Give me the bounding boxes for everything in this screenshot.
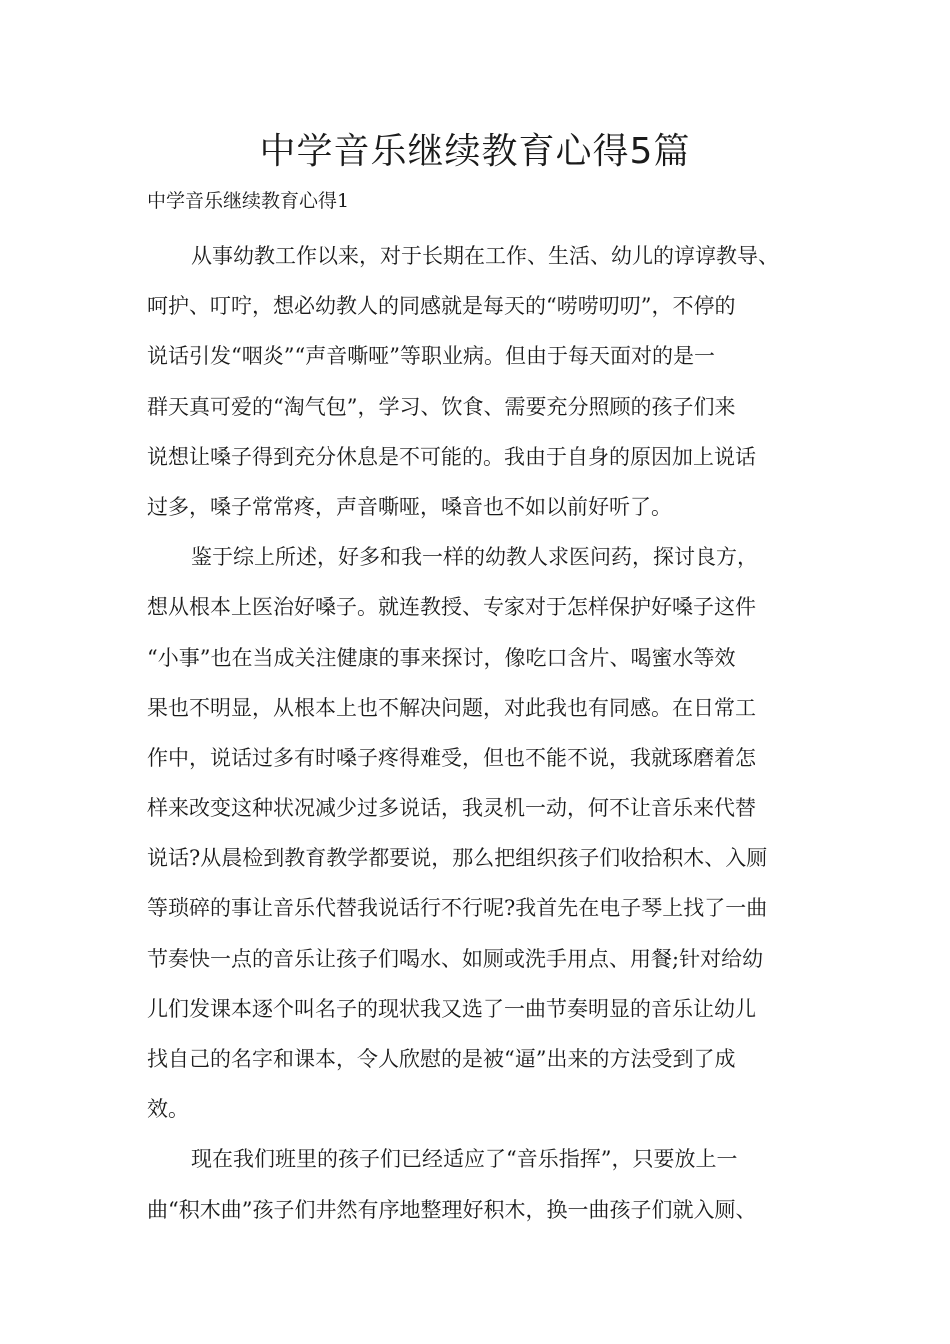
text-line: 现在我们班里的孩子们已经适应了“音乐指挥”，只要放上一 bbox=[191, 1147, 738, 1172]
section-heading: 中学音乐继续教育心得1 bbox=[147, 190, 350, 212]
text-line: 曲“积木曲”孩子们井然有序地整理好积木，换一曲孩子们就入厕、 bbox=[147, 1197, 757, 1222]
text-line: 果也不明显，从根本上也不解决问题，对此我也有同感。在日常工 bbox=[147, 695, 756, 720]
text-line: 作中，说话过多有时嗓子疼得难受，但也不能不说，我就琢磨着怎 bbox=[147, 745, 756, 770]
text-line: 等琐碎的事让音乐代替我说话行不行呢?我首先在电子琴上找了一曲 bbox=[147, 896, 768, 921]
text-line: “小事”也在当成关注健康的事来探讨，像吃口含片、喝蜜水等效 bbox=[147, 645, 736, 670]
text-line: 效。 bbox=[147, 1097, 189, 1122]
text-line: 说话?从晨检到教育教学都要说，那么把组织孩子们收拾积木、入厕 bbox=[147, 846, 768, 871]
text-line: 儿们发课本逐个叫名子的现状我又选了一曲节奏明显的音乐让幼儿 bbox=[147, 996, 756, 1021]
text-line: 呵护、叮咛，想必幼教人的同感就是每天的“唠唠叨叨”，不停的 bbox=[147, 294, 736, 319]
text-line: 样来改变这种状况减少过多说话，我灵机一动，何不让音乐来代替 bbox=[147, 796, 756, 821]
text-line: 节奏快一点的音乐让孩子们喝水、如厕或洗手用点、用餐;针对给幼 bbox=[147, 946, 764, 971]
text-line: 说想让嗓子得到充分休息是不可能的。我由于自身的原因加上说话 bbox=[147, 444, 756, 469]
body-text bbox=[147, 231, 827, 1235]
text-line: 鉴于综上所述，好多和我一样的幼教人求医问药，探讨良方， bbox=[191, 545, 758, 570]
text-line: 从事幼教工作以来，对于长期在工作、生活、幼儿的谆谆教导、 bbox=[191, 244, 779, 268]
text-line: 想从根本上医治好嗓子。就连教授、专家对于怎样保护好嗓子这件 bbox=[147, 595, 756, 620]
text-line: 过多，嗓子常常疼，声音嘶哑，嗓音也不如以前好听了。 bbox=[147, 494, 672, 519]
text-line: 群天真可爱的“淘气包”，学习、饮食、需要充分照顾的孩子们来 bbox=[147, 394, 736, 419]
text-line: 找自己的名字和课本，令人欣慰的是被“逼”出来的方法受到了成 bbox=[147, 1047, 736, 1071]
text-line: 说话引发“咽炎”“声音嘶哑”等职业病。但由于每天面对的是一 bbox=[147, 344, 715, 369]
document-title: 中学音乐继续教育心得5篇 bbox=[259, 131, 691, 172]
